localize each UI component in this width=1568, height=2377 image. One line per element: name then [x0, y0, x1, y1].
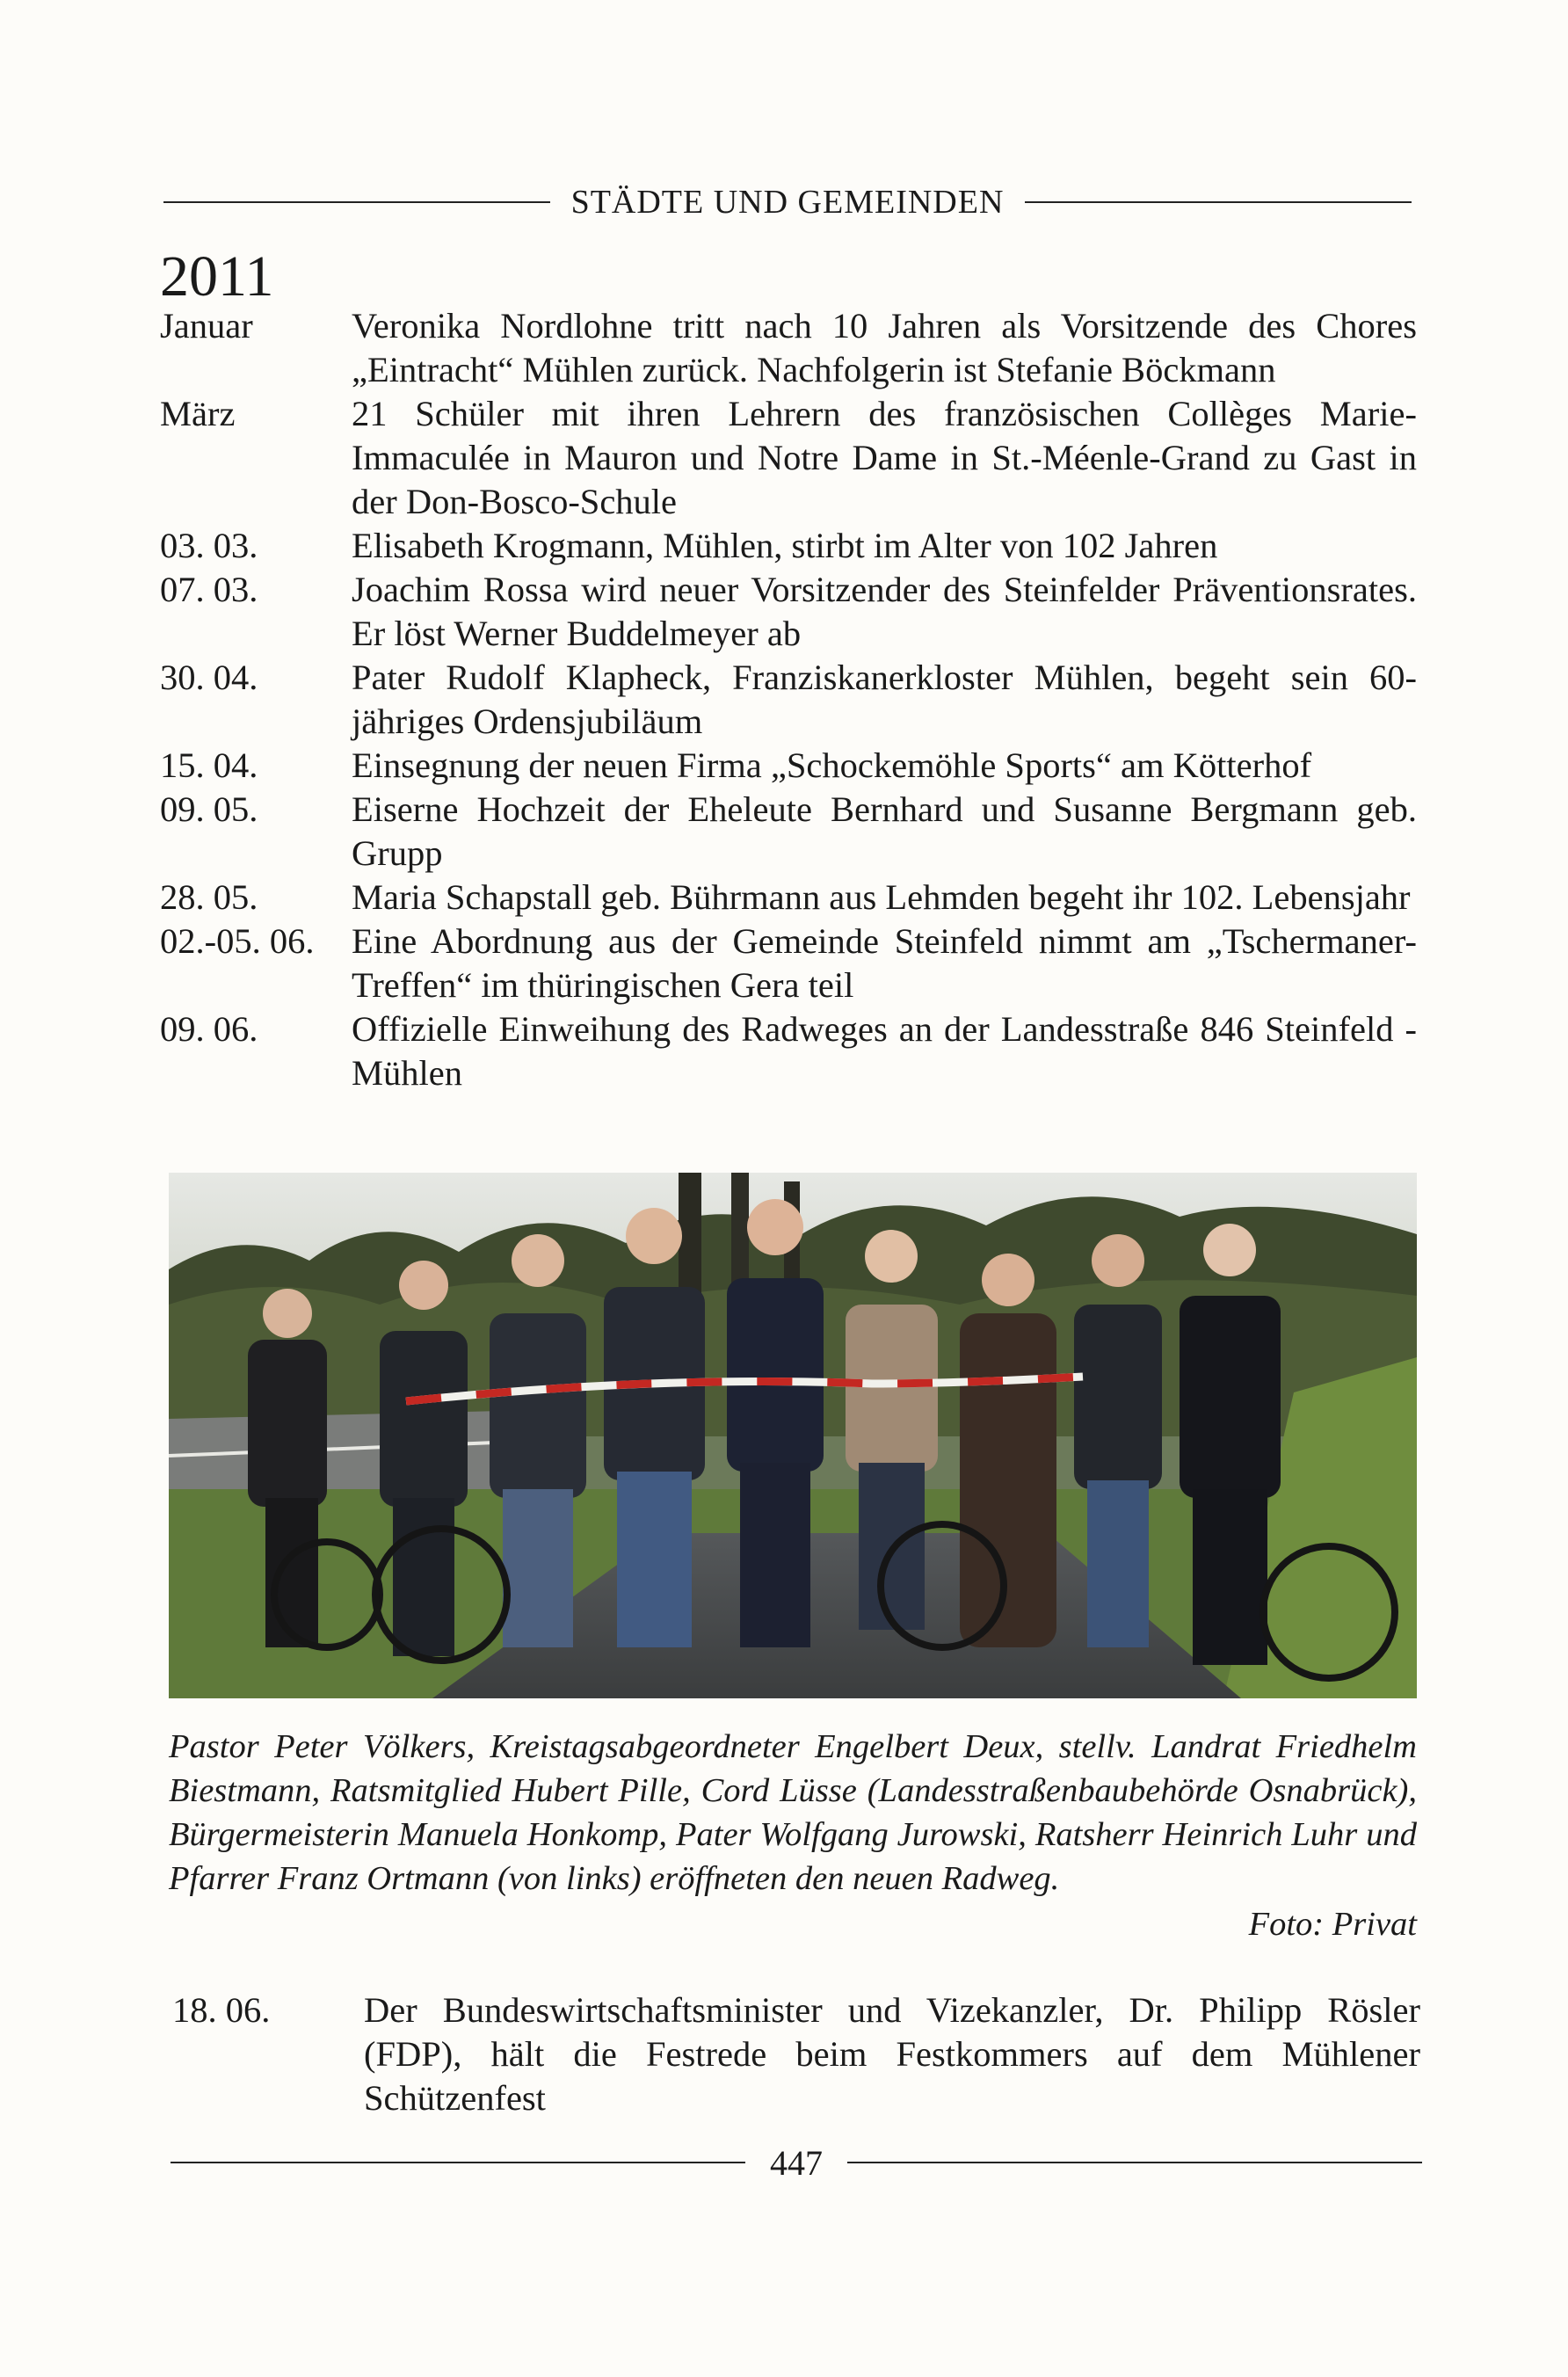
chronicle-entry [160, 920, 1417, 1007]
chronicle-entry [160, 524, 1417, 568]
entry-date: 09. 06. [160, 1009, 258, 1049]
entry-date: 02.-05. 06. [160, 921, 315, 961]
chronicle-entry [160, 744, 1417, 788]
running-header [163, 181, 1412, 223]
header-rule-right [1025, 201, 1412, 203]
photo-illustration [169, 1173, 1417, 1698]
year-heading: 2011 [160, 244, 274, 309]
entry-text: Joachim Rossa wird neuer Vorsitzender des Steinfelder Präventionsrates. Er löst Werner Buddelmeyer ab [352, 570, 1417, 653]
entry-date: März [160, 394, 236, 433]
chronicle-entry [160, 1007, 1417, 1095]
ribbon-cutting-photo [169, 1173, 1417, 1698]
chronicle-list [160, 304, 1417, 1095]
entry-text: Eiserne Hochzeit der Eheleute Bernhard und Susanne Bergmann geb. Grupp [352, 789, 1417, 873]
chronicle-entry [160, 788, 1417, 876]
chronicle-entry [160, 656, 1417, 744]
chronicle-entry [160, 568, 1417, 656]
entry-date: 30. 04. [160, 658, 258, 697]
entry-date: 03. 03. [160, 526, 258, 565]
photo-caption: Pastor Peter Völkers, Kreistagsabgeordneter Engelbert Deux, stellv. Landrat Friedhelm Biestmann, Ratsmitglied Hubert Pille, Cord Lüsse (Landesstraßenbaubehörde Osnabrück), Bürgermeisterin Manuela Honkomp, Pater Wolfgang Jurowski, Ratsherr Heinrich Luhr und Pfarrer Franz Ortmann (von links) eröffneten den neuen Radweg. [169, 1728, 1417, 1897]
entry-text: Offizielle Einweihung des Radweges an der Landesstraße 846 Steinfeld - Mühlen [352, 1009, 1417, 1093]
entry-date: Januar [160, 306, 253, 345]
footer-rule-right [847, 2162, 1422, 2163]
entry-text: Pater Rudolf Klapheck, Franziskanerkloster Mühlen, begeht sein 60-jähriges Ordensjubiläum [352, 658, 1417, 741]
photo-credit: Foto: Privat [1248, 1906, 1417, 1943]
entry-date: 07. 03. [160, 570, 258, 609]
chronicle-list-continued [172, 1988, 1420, 2120]
entry-date: 15. 04. [160, 745, 258, 785]
chronicle-entry [172, 1988, 1420, 2120]
entry-text: Maria Schapstall geb. Bührmann aus Lehmden begeht ihr 102. Lebensjahr [352, 877, 1411, 917]
entry-text: 21 Schüler mit ihren Lehrern des französischen Collèges Marie-Immaculée in Mauron und Notre Dame in St.-Méenle-Grand zu Gast in der Don-Bosco-Schule [352, 394, 1417, 521]
entry-text: Elisabeth Krogmann, Mühlen, stirbt im Alter von 102 Jahren [352, 526, 1218, 565]
footer-rule-left [171, 2162, 745, 2163]
entry-text: Der Bundeswirtschaftsminister und Vizekanzler, Dr. Philipp Rösler (FDP), hält die Festrede beim Festkommers auf dem Mühlener Schützenfest [364, 1990, 1420, 2118]
section-title: STÄDTE UND GEMEINDEN [570, 184, 1005, 221]
entry-date: 18. 06. [172, 1990, 271, 2030]
chronicle-entry [160, 304, 1417, 392]
entry-text: Eine Abordnung aus der Gemeinde Steinfeld nimmt am „Tschermaner-Treffen“ im thüringischen Gera teil [352, 921, 1417, 1005]
page-footer [171, 2141, 1422, 2184]
chronicle-entry [160, 392, 1417, 524]
page-number: 447 [770, 2142, 823, 2183]
entry-text: Einsegnung der neuen Firma „Schockemöhle Sports“ am Kötterhof [352, 745, 1312, 785]
chronicle-entry [160, 876, 1417, 920]
entry-text: Veronika Nordlohne tritt nach 10 Jahren als Vorsitzende des Chores „Eintracht“ Mühlen zurück. Nachfolgerin ist Stefanie Böckmann [352, 306, 1417, 389]
entry-date: 09. 05. [160, 789, 258, 829]
header-rule-left [163, 201, 550, 203]
entry-date: 28. 05. [160, 877, 258, 917]
